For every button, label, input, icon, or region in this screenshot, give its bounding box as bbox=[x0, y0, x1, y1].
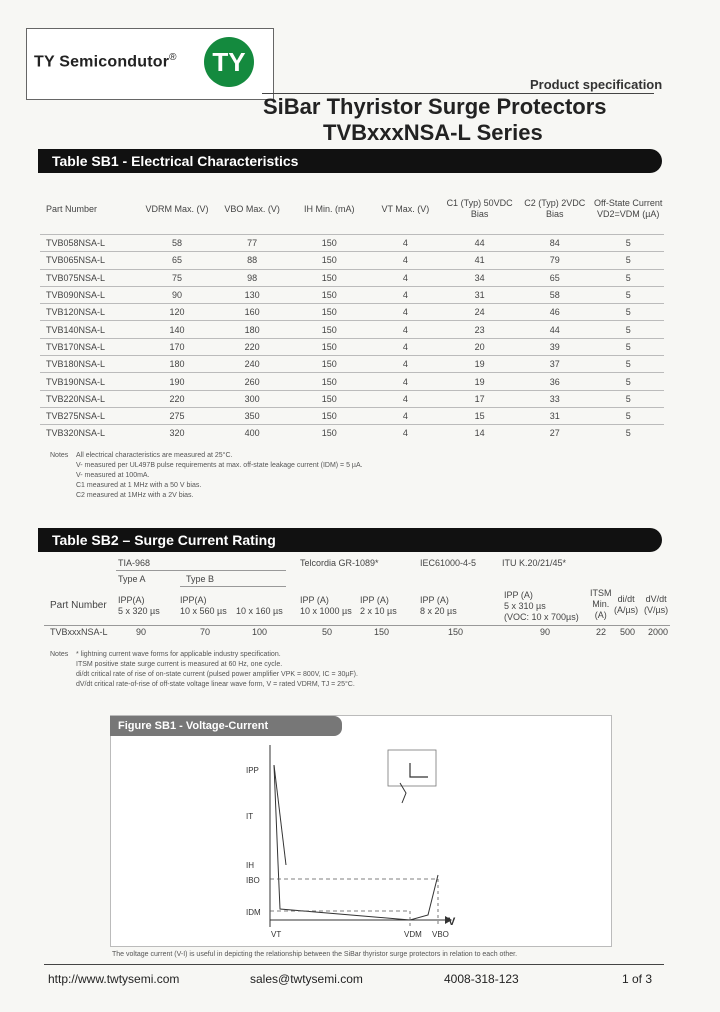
value-cell: 260 bbox=[215, 373, 290, 390]
value-cell: 150 bbox=[290, 321, 369, 338]
col-itsm-line: (A) bbox=[594, 610, 607, 620]
label-v-axis: V bbox=[448, 916, 456, 928]
part-number-label: Part Number bbox=[50, 600, 107, 611]
value-cell: 320 bbox=[139, 425, 214, 442]
t2-val: 50 bbox=[322, 627, 333, 637]
part-number-cell: TVB180NSA-L bbox=[40, 356, 139, 373]
value-cell: 5 bbox=[592, 252, 664, 269]
value-cell: 58 bbox=[139, 235, 214, 252]
spec-label: Product specification bbox=[530, 77, 663, 92]
value-cell: 4 bbox=[369, 286, 442, 303]
value-cell: 24 bbox=[442, 304, 517, 321]
col-ih: IH Min. (mA) bbox=[304, 203, 355, 214]
part-number-cell: TVB120NSA-L bbox=[40, 304, 139, 321]
page-title: SiBar Thyristor Surge Protectors bbox=[263, 94, 607, 119]
col-dvdt-line: dV/dt bbox=[645, 594, 667, 604]
value-cell: 170 bbox=[139, 338, 214, 355]
value-cell: 400 bbox=[215, 425, 290, 442]
value-cell: 150 bbox=[290, 407, 369, 424]
col-vdrm: VDRM Max. (V) bbox=[145, 203, 209, 214]
part-number-cell: TVB320NSA-L bbox=[40, 425, 139, 442]
inset-box bbox=[388, 750, 436, 786]
value-cell: 39 bbox=[517, 338, 592, 355]
value-cell: 41 bbox=[442, 252, 517, 269]
t2-val: 100 bbox=[252, 627, 268, 637]
note-line: All electrical characteristics are measured at 25°C. bbox=[76, 452, 233, 459]
label-ipp: IPP bbox=[246, 766, 259, 775]
electrical-characteristics-table bbox=[40, 184, 664, 442]
col-off-state: Off-State Current VD2=VDM (µA) bbox=[594, 198, 663, 219]
value-cell: 5 bbox=[592, 286, 664, 303]
series-title: TVBxxxNSA-L Series bbox=[323, 120, 543, 145]
value-cell: 14 bbox=[442, 425, 517, 442]
type-b: Type B bbox=[186, 574, 215, 584]
value-cell: 5 bbox=[592, 304, 664, 321]
inset-symbol bbox=[410, 763, 428, 777]
std-telcordia: Telcordia GR-1089* bbox=[300, 558, 379, 568]
vi-characteristics-diagram bbox=[110, 715, 610, 945]
label-ih: IH bbox=[246, 861, 254, 870]
value-cell: 4 bbox=[369, 252, 442, 269]
label-vbo: VBO bbox=[432, 930, 449, 939]
col-itsm-line: ITSM bbox=[590, 588, 612, 598]
value-cell: 140 bbox=[139, 321, 214, 338]
part-number-cell: TVB170NSA-L bbox=[40, 338, 139, 355]
value-cell: 275 bbox=[139, 407, 214, 424]
value-cell: 5 bbox=[592, 390, 664, 407]
value-cell: 220 bbox=[139, 390, 214, 407]
value-cell: 75 bbox=[139, 269, 214, 286]
value-cell: 350 bbox=[215, 407, 290, 424]
col-a-bot: 5 x 320 µs bbox=[118, 606, 160, 616]
col-g-top: IPP (A) bbox=[504, 590, 533, 600]
value-cell: 4 bbox=[369, 407, 442, 424]
col-vt: VT Max. (V) bbox=[381, 203, 430, 214]
value-cell: 58 bbox=[517, 286, 592, 303]
note-line: di/dt critical rate of rise of on-state current (pulsed power amplifier VPK = 800V, IC = 30µF). bbox=[76, 671, 358, 678]
footer-page: 1 of 3 bbox=[622, 972, 653, 986]
value-cell: 4 bbox=[369, 390, 442, 407]
col-d-bot: 10 x 1000 µs bbox=[300, 606, 352, 616]
note-line: V- measured at 100mA. bbox=[76, 472, 150, 479]
table1-title-bar: Table SB1 - Electrical Characteristics bbox=[38, 149, 662, 173]
part-number-cell: TVB220NSA-L bbox=[40, 390, 139, 407]
table-row bbox=[40, 286, 664, 303]
value-cell: 15 bbox=[442, 407, 517, 424]
part-number-cell: TVB065NSA-L bbox=[40, 252, 139, 269]
value-cell: 5 bbox=[592, 235, 664, 252]
value-cell: 150 bbox=[290, 390, 369, 407]
value-cell: 5 bbox=[592, 373, 664, 390]
value-cell: 5 bbox=[592, 269, 664, 286]
value-cell: 37 bbox=[517, 356, 592, 373]
value-cell: 90 bbox=[139, 286, 214, 303]
table-row bbox=[40, 338, 664, 355]
table-row bbox=[40, 304, 664, 321]
t2-val: 150 bbox=[448, 627, 464, 637]
value-cell: 4 bbox=[369, 321, 442, 338]
value-cell: 19 bbox=[442, 356, 517, 373]
col-part-number: Part Number bbox=[46, 203, 98, 214]
col-didt-line: (A/µs) bbox=[614, 605, 639, 615]
table-row bbox=[40, 252, 664, 269]
value-cell: 240 bbox=[215, 356, 290, 373]
value-cell: 88 bbox=[215, 252, 290, 269]
value-cell: 36 bbox=[517, 373, 592, 390]
value-cell: 19 bbox=[442, 373, 517, 390]
std-tia: TIA-968 bbox=[118, 558, 151, 568]
table-row bbox=[40, 356, 664, 373]
note-line: ITSM positive state surge current is measured at 60 Hz, one cycle. bbox=[76, 661, 283, 668]
table-row bbox=[40, 390, 664, 407]
col-c1: C1 (Typ) 50VDC Bias bbox=[446, 198, 513, 219]
col-itsm-line: Min. bbox=[592, 599, 610, 609]
col-didt bbox=[614, 594, 638, 616]
col-vbo: VBO Max. (V) bbox=[224, 203, 280, 214]
value-cell: 77 bbox=[215, 235, 290, 252]
company-logo: TY bbox=[204, 37, 254, 87]
table-row bbox=[40, 425, 664, 442]
footer-rule bbox=[44, 964, 664, 965]
table-row bbox=[40, 373, 664, 390]
value-cell: 84 bbox=[517, 235, 592, 252]
value-cell: 120 bbox=[139, 304, 214, 321]
value-cell: 180 bbox=[139, 356, 214, 373]
col-b-top: IPP(A) bbox=[180, 595, 207, 605]
table-row bbox=[40, 321, 664, 338]
value-cell: 65 bbox=[139, 252, 214, 269]
col-g-bot: (VOC: 10 x 700µs) bbox=[504, 612, 579, 622]
footer-url[interactable]: http://www.twtysemi.com bbox=[48, 972, 180, 986]
label-idm: IDM bbox=[246, 908, 261, 917]
figure-caption: The voltage current (V-I) is useful in depicting the relationship between the SiBar thyristor surge protectors in relation to each other. bbox=[112, 951, 518, 958]
value-cell: 4 bbox=[369, 304, 442, 321]
value-cell: 5 bbox=[592, 407, 664, 424]
table-row bbox=[40, 407, 664, 424]
value-cell: 5 bbox=[592, 425, 664, 442]
col-g-mid: 5 x 310 µs bbox=[504, 601, 546, 611]
value-cell: 44 bbox=[442, 235, 517, 252]
col-f-bot: 8 x 20 µs bbox=[420, 606, 457, 616]
note-line: * lightning current wave forms for applicable industry specification. bbox=[76, 651, 281, 658]
col-itsm bbox=[590, 588, 612, 621]
value-cell: 150 bbox=[290, 235, 369, 252]
value-cell: 190 bbox=[139, 373, 214, 390]
value-cell: 44 bbox=[517, 321, 592, 338]
part-number-cell: TVB275NSA-L bbox=[40, 407, 139, 424]
col-e-bot: 2 x 10 µs bbox=[360, 606, 397, 616]
t2-val: 150 bbox=[374, 627, 390, 637]
std-itu: ITU K.20/21/45* bbox=[502, 558, 567, 568]
value-cell: 5 bbox=[592, 321, 664, 338]
part-number-cell: TVB058NSA-L bbox=[40, 235, 139, 252]
col-b-bot: 10 x 560 µs bbox=[180, 606, 227, 616]
value-cell: 27 bbox=[517, 425, 592, 442]
value-cell: 5 bbox=[592, 356, 664, 373]
value-cell: 150 bbox=[290, 338, 369, 355]
table2-title-bar: Table SB2 – Surge Current Rating bbox=[38, 528, 662, 552]
value-cell: 150 bbox=[290, 373, 369, 390]
col-a-top: IPP(A) bbox=[118, 595, 145, 605]
col-c2: C2 (Typ) 2VDC Bias bbox=[524, 198, 586, 219]
table1-notes bbox=[76, 451, 363, 501]
table1-notes-label: Notes bbox=[50, 452, 69, 459]
value-cell: 130 bbox=[215, 286, 290, 303]
value-cell: 17 bbox=[442, 390, 517, 407]
table2-rule bbox=[44, 625, 670, 626]
value-cell: 98 bbox=[215, 269, 290, 286]
t2-val: 90 bbox=[136, 627, 147, 637]
value-cell: 65 bbox=[517, 269, 592, 286]
value-cell: 220 bbox=[215, 338, 290, 355]
figure-title: Figure SB1 - Voltage-Current Characteristics bbox=[110, 716, 342, 736]
value-cell: 180 bbox=[215, 321, 290, 338]
table-row bbox=[40, 269, 664, 286]
col-didt-line: di/dt bbox=[617, 594, 635, 604]
value-cell: 31 bbox=[442, 286, 517, 303]
value-cell: 150 bbox=[290, 425, 369, 442]
value-cell: 150 bbox=[290, 304, 369, 321]
col-dvdt-line: (V/µs) bbox=[644, 605, 669, 615]
note-line: dV/dt critical rate-of-rise of off-state voltage linear wave form, V = rated VDRM, TJ = 25°C. bbox=[76, 681, 355, 688]
value-cell: 4 bbox=[369, 373, 442, 390]
t2-val: 2000 bbox=[648, 627, 669, 637]
t2-val: 70 bbox=[200, 627, 211, 637]
value-cell: 79 bbox=[517, 252, 592, 269]
value-cell: 4 bbox=[369, 269, 442, 286]
value-cell: 150 bbox=[290, 269, 369, 286]
value-cell: 160 bbox=[215, 304, 290, 321]
value-cell: 300 bbox=[215, 390, 290, 407]
col-e-top: IPP (A) bbox=[360, 595, 389, 605]
part-number-cell: TVB090NSA-L bbox=[40, 286, 139, 303]
col-c-bot: 10 x 160 µs bbox=[236, 606, 283, 616]
t2-val: 500 bbox=[620, 627, 636, 637]
note-line: V- measured per UL497B pulse requirements at max. off-state leakage current (IDM) = 5 µA. bbox=[76, 462, 363, 469]
std-iec: IEC61000-4-5 bbox=[420, 558, 477, 568]
value-cell: 34 bbox=[442, 269, 517, 286]
table-row bbox=[40, 235, 664, 252]
table2-notes bbox=[76, 650, 358, 690]
value-cell: 4 bbox=[369, 425, 442, 442]
value-cell: 33 bbox=[517, 390, 592, 407]
value-cell: 150 bbox=[290, 286, 369, 303]
value-cell: 23 bbox=[442, 321, 517, 338]
label-it: IT bbox=[246, 812, 254, 821]
label-vdm: VDM bbox=[404, 930, 422, 939]
value-cell: 4 bbox=[369, 338, 442, 355]
part-number-cell: TVB075NSA-L bbox=[40, 269, 139, 286]
footer-phone: 4008-318-123 bbox=[444, 972, 519, 986]
company-name: TY Semicondutor® bbox=[34, 52, 177, 71]
t2-val: 22 bbox=[596, 627, 607, 637]
value-cell: 20 bbox=[442, 338, 517, 355]
part-number-cell: TVB140NSA-L bbox=[40, 321, 139, 338]
t2-part: TVBxxxNSA-L bbox=[50, 627, 108, 637]
table2-notes-label: Notes bbox=[50, 651, 69, 658]
value-cell: 46 bbox=[517, 304, 592, 321]
value-cell: 31 bbox=[517, 407, 592, 424]
vi-curve bbox=[274, 765, 438, 920]
col-d-top: IPP (A) bbox=[300, 595, 329, 605]
note-line: C1 measured at 1 MHz with a 50 V bias. bbox=[76, 482, 202, 489]
value-cell: 4 bbox=[369, 235, 442, 252]
part-number-cell: TVB190NSA-L bbox=[40, 373, 139, 390]
label-vt: VT bbox=[271, 930, 282, 939]
col-dvdt bbox=[644, 594, 668, 616]
value-cell: 4 bbox=[369, 356, 442, 373]
col-f-top: IPP (A) bbox=[420, 595, 449, 605]
type-a: Type A bbox=[118, 574, 146, 584]
value-cell: 5 bbox=[592, 338, 664, 355]
value-cell: 150 bbox=[290, 356, 369, 373]
footer-email[interactable]: sales@twtysemi.com bbox=[250, 972, 363, 986]
tia-rule bbox=[116, 570, 286, 571]
t2-val: 90 bbox=[540, 627, 551, 637]
label-ibo: IBO bbox=[246, 876, 260, 885]
value-cell: 150 bbox=[290, 252, 369, 269]
note-line: C2 measured at 1MHz with a 2V bias. bbox=[76, 492, 194, 499]
type-b-rule bbox=[180, 586, 286, 587]
